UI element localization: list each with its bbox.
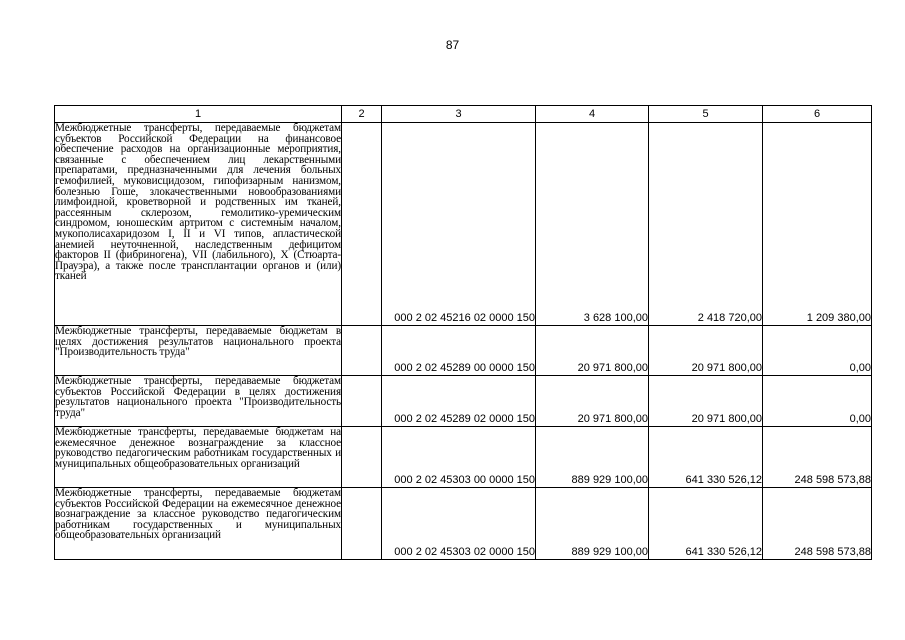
row-col4-amount: 889 929 100,00 [536,488,649,560]
row-col2 [342,488,382,560]
row-budget-code: 000 2 02 45303 02 0000 150 [382,488,536,560]
table-row [55,488,872,560]
page-number: 87 [445,38,460,52]
row-col2 [342,326,382,376]
row-col4-amount: 3 628 100,00 [536,123,649,326]
row-budget-code: 000 2 02 45289 00 0000 150 [382,326,536,376]
row-description: Межбюджетные трансферты, передаваемые бюджетам субъектов Российской Федерации на ежемесячное денежное вознаграждение за классное руководство педагогическим работникам государственных и муниципальных общеобразовательных организаций [55,488,342,560]
column-header-6: 6 [763,106,872,123]
budget-table [54,105,872,560]
row-budget-code: 000 2 02 45303 00 0000 150 [382,427,536,488]
column-header-4: 4 [536,106,649,123]
column-header-1: 1 [55,106,342,123]
table-row [55,427,872,488]
row-description: Межбюджетные трансферты, передаваемые бюджетам в целях достижения результатов национального проекта "Производительность труда" [55,326,342,376]
row-col5-amount: 20 971 800,00 [649,326,763,376]
row-col5-amount: 20 971 800,00 [649,376,763,427]
table-row [55,123,872,326]
table-row [55,326,872,376]
row-description: Межбюджетные трансферты, передаваемые бюджетам субъектов Российской Федерации на финансовое обеспечение расходов на организационные мероприятия, связанные с обеспечением лиц лекарственными препаратами, предназначенными для лечения больных гемофилией, муковисцидозом, гипофизарным нанизмом, болезнью Гоше, злокачественными новообразованиями лимфоидной, кроветворной и родственных им тканей, рассеянным склерозом, гемолитико-уремическим синдромом, юношеским артритом с системным началом, мукополисахаридозом I, II и VI типов, апластической анемией неуточненной, наследственным дефицитом факторов II (фибриногена), VII (лабильного), X (Стюарта-Прауэра), а также после трансплантации органов и (или) тканей [55,123,342,326]
column-header-5: 5 [649,106,763,123]
row-col5-amount: 2 418 720,00 [649,123,763,326]
row-col5-amount: 641 330 526,12 [649,427,763,488]
row-col2 [342,123,382,326]
row-description: Межбюджетные трансферты, передаваемые бюджетам субъектов Российской Федерации в целях достижения результатов национального проекта "Производительность труда" [55,376,342,427]
row-col2 [342,376,382,427]
row-col4-amount: 20 971 800,00 [536,326,649,376]
table-row [55,376,872,427]
row-col4-amount: 20 971 800,00 [536,376,649,427]
header-row [55,106,872,123]
row-col6-amount: 1 209 380,00 [763,123,872,326]
row-description: Межбюджетные трансферты, передаваемые бюджетам на ежемесячное денежное вознаграждение за классное руководство педагогическим работникам государственных и муниципальных общеобразовательных организаций [55,427,342,488]
row-col6-amount: 248 598 573,88 [763,427,872,488]
row-col4-amount: 889 929 100,00 [536,427,649,488]
row-budget-code: 000 2 02 45289 02 0000 150 [382,376,536,427]
column-header-2: 2 [342,106,382,123]
row-col6-amount: 0,00 [763,326,872,376]
row-col5-amount: 641 330 526,12 [649,488,763,560]
row-budget-code: 000 2 02 45216 02 0000 150 [382,123,536,326]
row-col6-amount: 0,00 [763,376,872,427]
column-header-3: 3 [382,106,536,123]
row-col2 [342,427,382,488]
row-col6-amount: 248 598 573,88 [763,488,872,560]
